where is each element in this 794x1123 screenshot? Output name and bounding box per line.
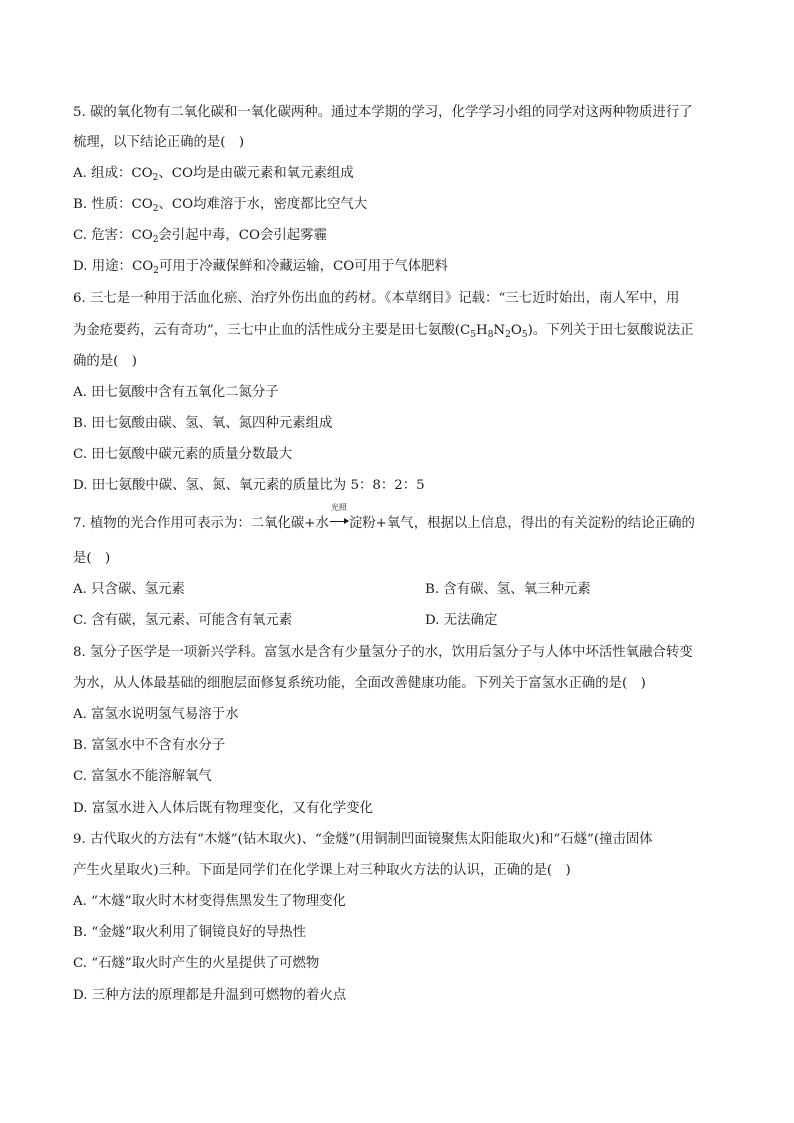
q9-stem-line-1: 9. 古代取火的方法有“木燧”(钻木取火)、“金燧”(用铜制凹面镜聚焦太阳能取火)和“石燧”(撞击固体: [73, 832, 653, 847]
q7-option-d: D. 无法确定: [425, 613, 498, 628]
reaction-condition-arrow: [329, 503, 349, 527]
q6-option-a: A. 田七氨酸中含有五氧化二氮分子: [73, 385, 279, 400]
q5-option-d: D. 用途：$CO_2$可用于冷藏保鲜和冷藏运输，CO可用于气体肥料: [73, 259, 448, 276]
q9-option-d: D. 三种方法的原理都是升温到可燃物的着火点: [73, 988, 347, 1003]
q7-option-c: C. 含有碳，氢元素、可能含有氧元素: [73, 613, 293, 628]
arrow-right-icon: [330, 521, 348, 522]
q6-option-d: D. 田七氨酸中碳、氢、氮、氧元素的质量比为 5：8：2：5: [73, 478, 425, 493]
q5-option-b: B. 性质：$CO_2$、CO均难溶于水，密度都比空气大: [73, 197, 368, 214]
q6-stem-line-3: 确的是( ): [73, 354, 138, 369]
q8-option-c: C. 富氢水不能溶解氧气: [73, 769, 212, 784]
q7-options-row-2: [73, 611, 733, 631]
q7-option-b: B. 含有碳、氢、氧三种元素: [425, 582, 591, 597]
q7-stem-line-2: 是( ): [73, 551, 111, 566]
q9-option-a: A. “木燧”取火时木材变得焦黑发生了物理变化: [73, 894, 346, 909]
q5-stem-line-2: 梳理，以下结论正确的是( ): [73, 135, 245, 150]
q8-option-b: B. 富氢水中不含有水分子: [73, 738, 226, 753]
q5-stem-line-1: 5. 碳的氧化物有二氧化碳和一氧化碳两种。通过本学期的学习，化学学习小组的同学对这两种物质进行了: [73, 105, 693, 120]
q8-stem-line-1: 8. 氢分子医学是一项新兴学科。富氢水是含有少量氢分子的水，饮用后氢分子与人体中坏活性氧融合转变: [73, 645, 693, 660]
q6-stem-line-2: 为金疮要药，云有奇功”，三七中止血的活性成分主要是田七氨酸$(C_5H_8N_2O_5)$。下列关于田七氨酸说法正: [73, 323, 694, 340]
q6-stem-line-1: 6. 三七是一种用于活血化瘀、治疗外伤出血的药材。《本草纲目》记载：“三七近时始出，南人军中，用: [73, 291, 680, 306]
q7-option-a: A. 只含碳、氢元素: [73, 582, 185, 597]
q9-option-c: C. “石燧”取火时产生的火星提供了可燃物: [73, 956, 320, 971]
q9-option-b: B. “金燧”取火利用了铜镜良好的导热性: [73, 925, 306, 940]
q5-option-a: A. 组成：$CO_2$、CO均是由碳元素和氧元素组成: [73, 166, 354, 183]
q5-option-c: C. 危害：$CO_2$会引起中毒，CO会引起雾霾: [73, 228, 327, 245]
q6-option-b: B. 田七氨酸由碳、氢、氧、氮四种元素组成: [73, 416, 333, 431]
q7-stem-line-1: 7. 植物的光合作用可表示为：二氧化碳+水 光照 淀粉+氧气，根据以上信息，得出的有关淀粉的结论正确的: [73, 503, 695, 531]
reaction-condition-label: 光照: [330, 503, 347, 512]
q9-stem-line-2: 产生火星取火)三种。下面是同学们在化学课上对三种取火方法的认识，正确的是( ): [73, 863, 571, 878]
q7-options-row-1: [73, 580, 733, 600]
q8-option-d: D. 富氢水进入人体后既有物理变化，又有化学变化: [73, 801, 373, 816]
q6-option-c: C. 田七氨酸中碳元素的质量分数最大: [73, 447, 293, 462]
q8-option-a: A. 富氢水说明氢气易溶于水: [73, 707, 239, 722]
q8-stem-line-2: 为水，从人体最基础的细胞层面修复系统功能，全面改善健康功能。下列关于富氢水正确的是( ): [73, 676, 646, 691]
